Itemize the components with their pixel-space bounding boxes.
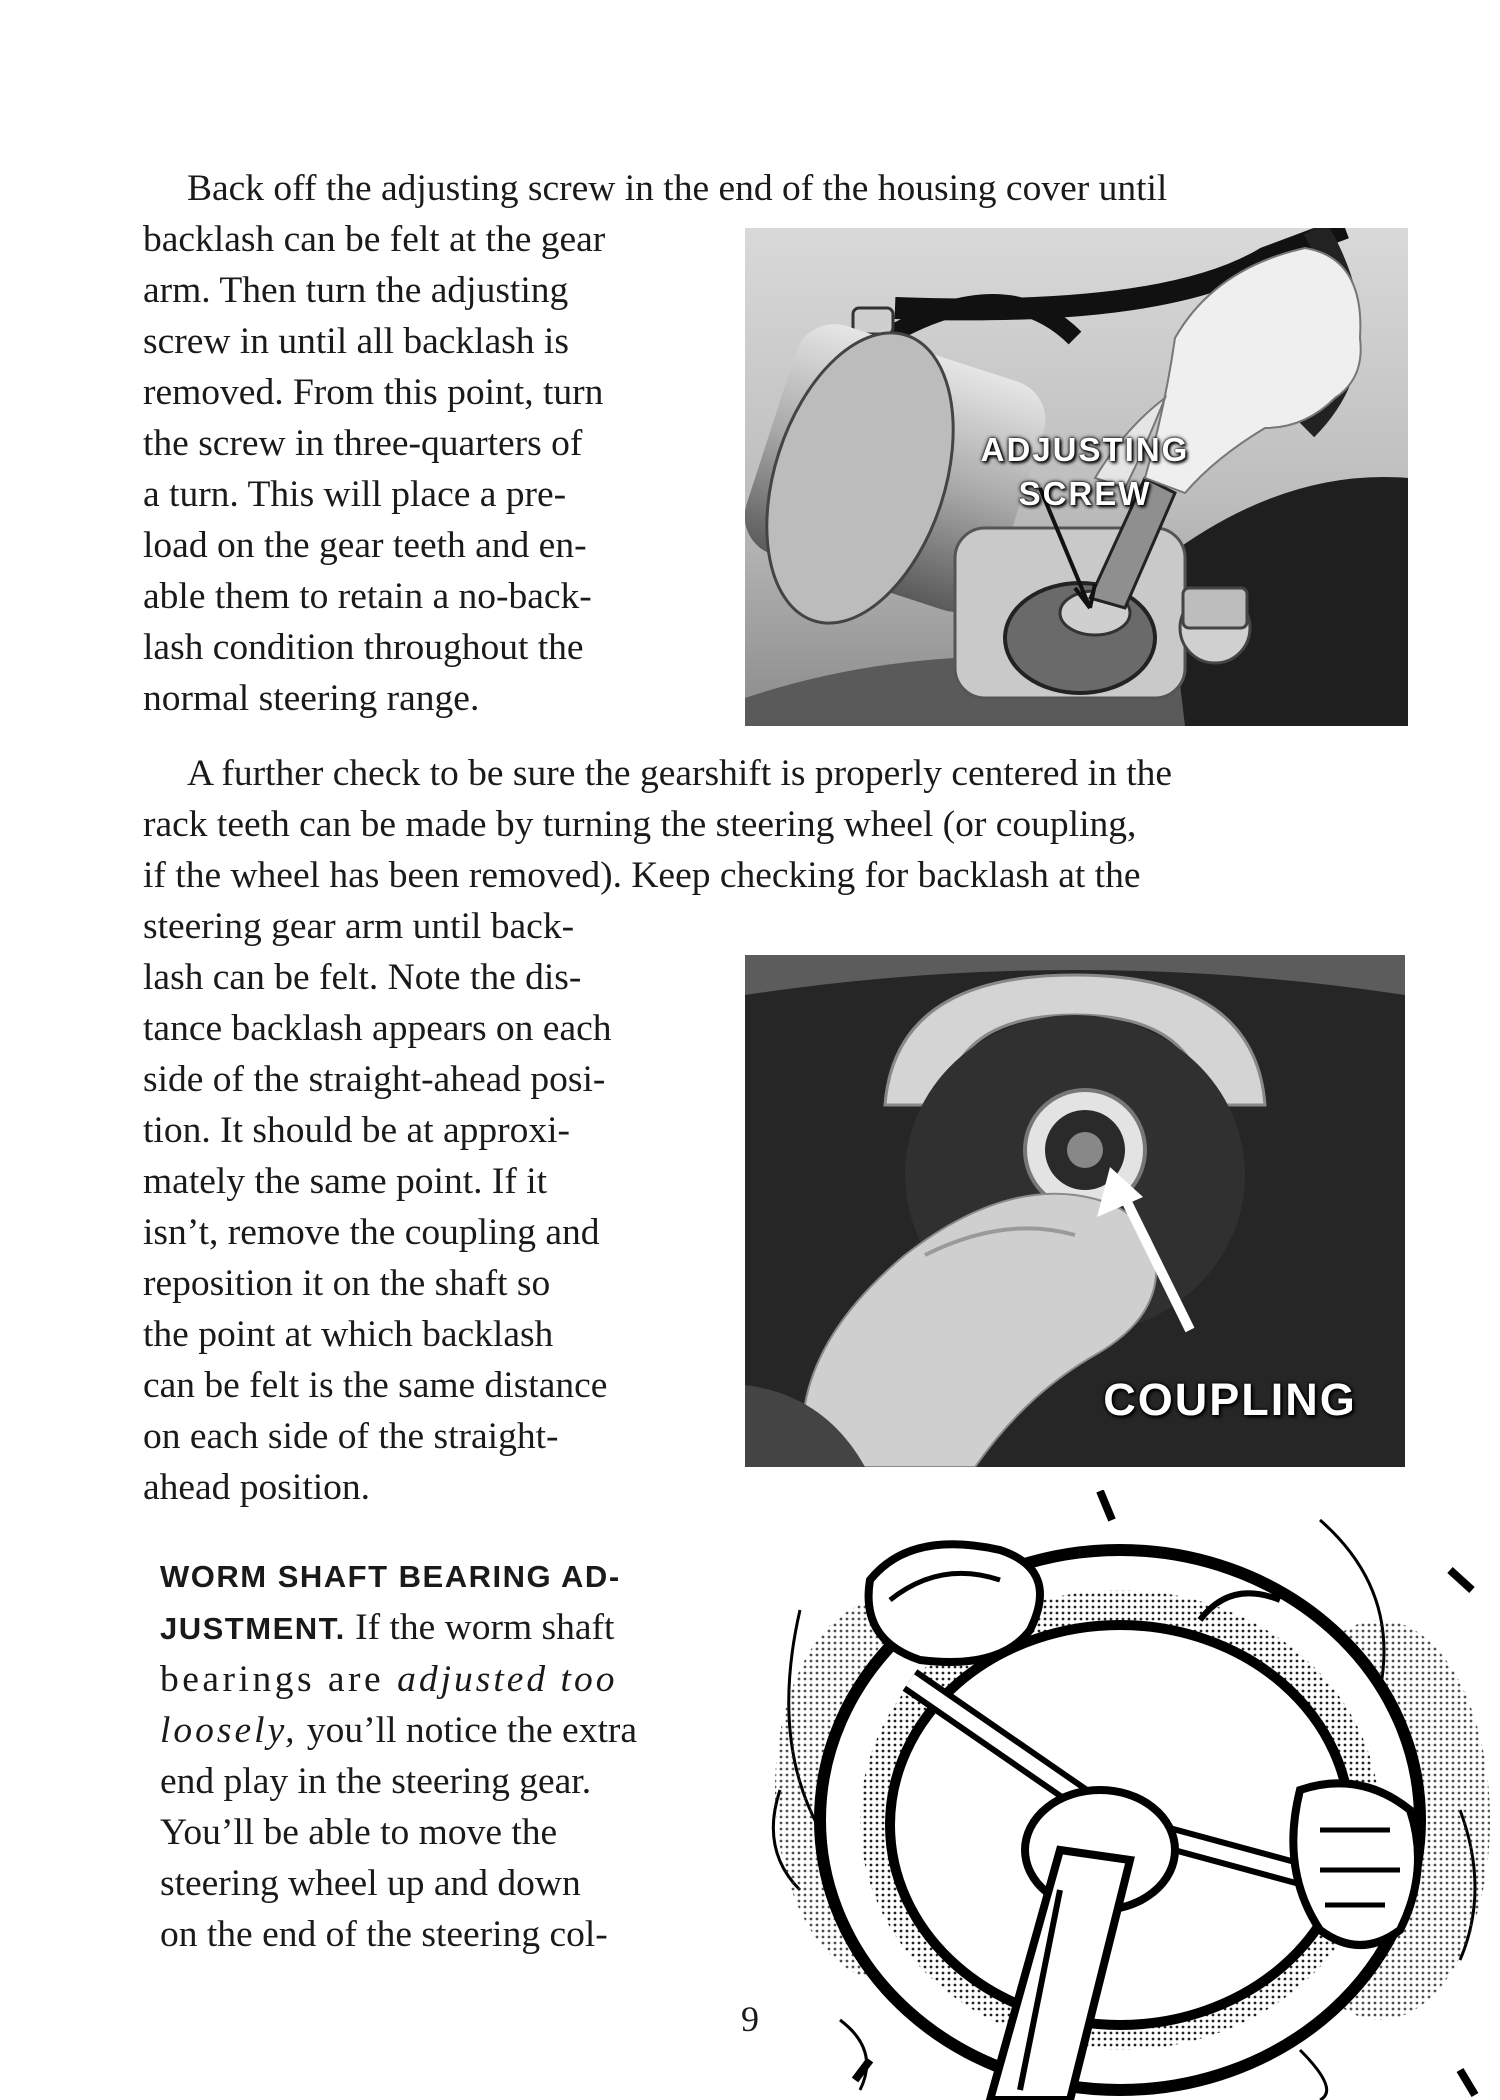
text-fragment: you’ll notice the extra <box>297 1710 637 1751</box>
text-line: You’ll be able to move the <box>160 1812 558 1853</box>
coupling-photo <box>745 955 1405 1467</box>
text-line: if the wheel has been removed). Keep checking for backlash at the <box>143 855 1141 896</box>
paragraph-2-full-width <box>143 748 1405 901</box>
paragraph-1-wrapped <box>143 214 703 724</box>
text-line: steering wheel up and down <box>160 1863 581 1904</box>
section-heading-continued: JUSTMENT. <box>160 1611 346 1646</box>
text-line: side of the straight-ahead posi- <box>143 1059 606 1100</box>
text-line <box>160 1602 720 1654</box>
text-line: removed. From this point, turn <box>143 372 604 413</box>
text-line: can be felt is the same distance <box>143 1365 608 1406</box>
adjusting-screw-label <box>895 428 1275 516</box>
text-line: able them to retain a no-back- <box>143 576 592 617</box>
label-line: SCREW <box>1018 475 1152 512</box>
section-heading: WORM SHAFT BEARING AD- <box>160 1559 621 1594</box>
text-line: isn’t, remove the coupling and <box>143 1212 600 1253</box>
text-line: A further check to be sure the gearshift is properly centered in the <box>187 753 1173 794</box>
page-number: 9 <box>741 1999 759 2039</box>
text-line: tance backlash appears on each <box>143 1008 612 1049</box>
coupling-label: COUPLING <box>1103 1374 1357 1425</box>
text-line: on each side of the straight- <box>143 1416 559 1457</box>
text-line: normal steering range. <box>143 678 480 719</box>
text-line: the point at which backlash <box>143 1314 554 1355</box>
text-fragment: bearings are <box>160 1659 398 1700</box>
text-line: a turn. This will place a pre- <box>143 474 567 515</box>
text-line: screw in until all backlash is <box>143 321 569 362</box>
text-line: rack teeth can be made by turning the steering wheel (or coupling, <box>143 804 1137 845</box>
paragraph-3 <box>160 1550 720 1960</box>
text-line: mately the same point. If it <box>143 1161 548 1202</box>
text-fragment: If the worm shaft <box>345 1607 615 1648</box>
emphasis-text: adjusted too <box>397 1659 618 1700</box>
text-line <box>160 1550 720 1602</box>
text-line: lash condition throughout the <box>143 627 584 668</box>
text-line: reposition it on the shaft so <box>143 1263 551 1304</box>
text-line: steering gear arm until back- <box>143 906 575 947</box>
text-line <box>160 1705 720 1756</box>
text-line: the screw in three-quarters of <box>143 423 583 464</box>
text-line: arm. Then turn the adjusting <box>143 270 569 311</box>
text-line: on the end of the steering col- <box>160 1914 608 1955</box>
text-line: ahead position. <box>143 1467 371 1508</box>
paragraph-2-wrapped <box>143 901 703 1513</box>
text-line: tion. It should be at approxi- <box>143 1110 571 1151</box>
label-line: ADJUSTING <box>980 431 1190 468</box>
text-line: load on the gear teeth and en- <box>143 525 587 566</box>
text-line: lash can be felt. Note the dis- <box>143 957 582 998</box>
emphasis-text: loosely, <box>160 1710 298 1751</box>
text-line: Back off the adjusting screw in the end of the housing cover until <box>187 168 1168 209</box>
text-line: backlash can be felt at the gear <box>143 219 606 260</box>
adjusting-screw-photo <box>745 228 1408 726</box>
text-line <box>160 1654 720 1705</box>
paragraph-1-first-line <box>143 163 1405 214</box>
text-line: end play in the steering gear. <box>160 1761 592 1802</box>
